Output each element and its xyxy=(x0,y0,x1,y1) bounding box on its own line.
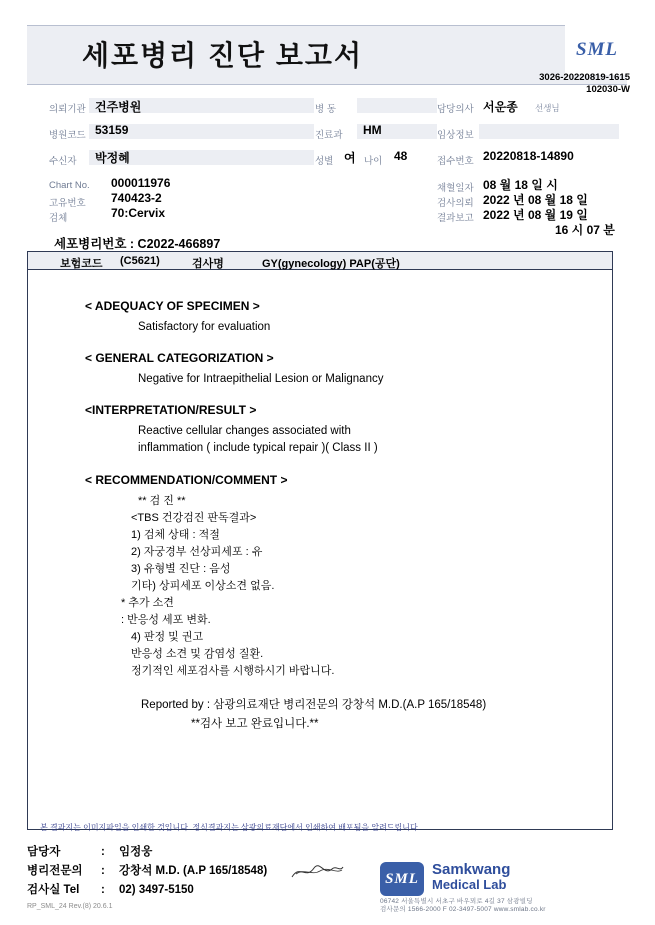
sex-value: 여 xyxy=(344,151,356,165)
print-disclaimer: 본 결과지는 이미지파일을 인쇄한 것입니다. 정식결과지는 삼광의료재단에서 인쇄하여 배포됨을 알려드립니다. xyxy=(40,823,420,832)
test-name-label: 검사명 xyxy=(192,258,224,270)
insurance-code-value: (C5621) xyxy=(120,255,160,267)
section-title-interpretation: <INTERPRETATION/RESULT > xyxy=(85,403,257,417)
korean-line-4: 3) 유형별 진단 : 음성 xyxy=(131,563,231,575)
lab-address: 06742 서울특별시 서초구 바우뫼로 4길 37 삼광빌딩 xyxy=(380,898,533,905)
sml-logo-text: SML xyxy=(575,39,619,60)
signature-value-0: 임정웅 xyxy=(119,846,153,858)
chart-value: 000011976 xyxy=(111,176,171,190)
test-name-value: GY(gynecology) PAP(공단) xyxy=(262,258,400,270)
sml-logo xyxy=(565,25,629,75)
doctor-label: 담당의사 xyxy=(437,104,474,115)
report-time: 16 시 07 분 xyxy=(555,223,615,237)
korean-line-7: : 반응성 세포 변화. xyxy=(121,614,211,626)
reported-by: Reported by : 삼광의료재단 병리전문의 강창석 M.D.(A.P 165/18548) xyxy=(141,699,487,711)
lab-logo-block xyxy=(380,858,630,913)
korean-line-8: 4) 판정 및 권고 xyxy=(131,631,204,643)
ward-field-bg xyxy=(357,98,437,113)
korean-line-10: 정기적인 세포검사를 시행하시기 바랍니다. xyxy=(131,665,335,677)
section-text-interpretation-2: inflammation ( include typical repair )( Class II ) xyxy=(138,442,378,454)
handwritten-signature-icon xyxy=(290,862,344,882)
cytopathology-number: 세포병리번호 : C2022-466897 xyxy=(54,237,221,251)
collected-label: 채혈일자 xyxy=(437,183,474,194)
section-title-categorization: < GENERAL CATEGORIZATION > xyxy=(85,351,274,365)
unique-label: 고유번호 xyxy=(49,198,86,209)
korean-line-3: 2) 자궁경부 선상피세포 : 유 xyxy=(131,546,263,558)
dept-label: 진료과 xyxy=(315,130,343,141)
specimen-value: 70:Cervix xyxy=(111,206,166,220)
section-text-adequacy: Satisfactory for evaluation xyxy=(138,321,271,333)
patient-info xyxy=(27,98,627,237)
result-table-body xyxy=(27,270,613,830)
hospital-label: 의뢰기관 xyxy=(49,104,86,115)
lab-name-line1: Samkwang xyxy=(432,861,511,878)
signature-row-1 xyxy=(27,862,267,878)
section-title-recommendation: < RECOMMENDATION/COMMENT > xyxy=(85,473,288,487)
clinical-label: 임상정보 xyxy=(437,130,474,141)
lab-name-line2: Medical Lab xyxy=(432,877,507,892)
lab-logo-mark: SML xyxy=(380,862,424,896)
signature-label-0: 담당자 xyxy=(27,846,61,858)
unique-value: 740423-2 xyxy=(111,191,162,205)
chart-label: Chart No. xyxy=(49,180,90,191)
korean-line-9: 반응성 소견 및 감염성 질환. xyxy=(131,648,264,660)
sex-label: 성별 xyxy=(315,156,334,167)
section-text-categorization: Negative for Intraepithelial Lesion or Malignancy xyxy=(138,373,384,385)
section-title-adequacy: < ADEQUACY OF SPECIMEN > xyxy=(85,299,260,313)
korean-line-2: 1) 검체 상태 : 적절 xyxy=(131,529,220,541)
korean-line-1: <TBS 건강검진 판독결과> xyxy=(131,512,257,524)
receiver-value: 박정혜 xyxy=(95,151,130,165)
signature-value-1: 강창석 M.D. (A.P 165/18548) xyxy=(119,865,268,877)
signature-colon-1: : xyxy=(101,865,105,877)
report-label: 결과보고 xyxy=(437,213,474,224)
result-table-header xyxy=(27,251,613,270)
korean-line-5: 기타) 상피세포 이상소견 없음. xyxy=(131,580,275,592)
doctor-suffix: 선생님 xyxy=(535,103,560,113)
form-id: RP_SML_24 Rev.(8) 20.6.1 xyxy=(27,903,113,910)
hospital-value: 건주병원 xyxy=(95,100,142,114)
accession-label: 접수번호 xyxy=(437,156,474,167)
dept-value: HM xyxy=(363,123,382,137)
signature-row-2 xyxy=(27,881,194,897)
document-number xyxy=(430,72,630,96)
document-number-line2: 102030-W xyxy=(586,84,630,95)
completion-note: **검사 보고 완료입니다.** xyxy=(191,718,319,730)
clinical-field-bg xyxy=(479,124,619,139)
age-label: 나이 xyxy=(364,156,383,167)
signature-row-0 xyxy=(27,843,152,859)
age-value: 48 xyxy=(394,149,408,163)
signature-label-1: 병리전문의 xyxy=(27,865,83,877)
collected-value: 08 월 18 일 시 xyxy=(483,178,558,192)
report-value: 2022 년 08 월 19 일 xyxy=(483,208,588,222)
accession-value: 20220818-14890 xyxy=(483,149,574,163)
korean-line-0: ** 검 진 ** xyxy=(138,495,186,507)
insurance-code-label: 보험코드 xyxy=(60,258,103,270)
request-value: 2022 년 08 월 18 일 xyxy=(483,193,588,207)
document-number-line1: 3026-20220819-1615 xyxy=(539,72,630,83)
hospital-code-label: 병원코드 xyxy=(49,130,86,141)
receiver-label: 수신자 xyxy=(49,156,77,167)
ward-label: 병 동 xyxy=(315,104,336,115)
section-text-interpretation-1: Reactive cellular changes associated with xyxy=(138,425,351,437)
request-label: 검사의뢰 xyxy=(437,198,474,209)
korean-line-6: * 추가 소견 xyxy=(121,597,174,609)
signature-colon-2: : xyxy=(101,884,105,896)
lab-contact: 검사문의 1566-2000 F 02-3497-5007 www.smlab.co.kr xyxy=(380,906,546,913)
signature-label-2: 검사실 Tel xyxy=(27,884,80,896)
signature-value-2: 02) 3497-5150 xyxy=(119,884,194,896)
doctor-value: 서운종 xyxy=(483,100,518,114)
page-title: 세포병리 진단 보고서 xyxy=(82,40,363,71)
hospital-code-value: 53159 xyxy=(95,123,129,137)
signature-colon-0: : xyxy=(101,846,105,858)
specimen-label: 검체 xyxy=(49,213,68,224)
